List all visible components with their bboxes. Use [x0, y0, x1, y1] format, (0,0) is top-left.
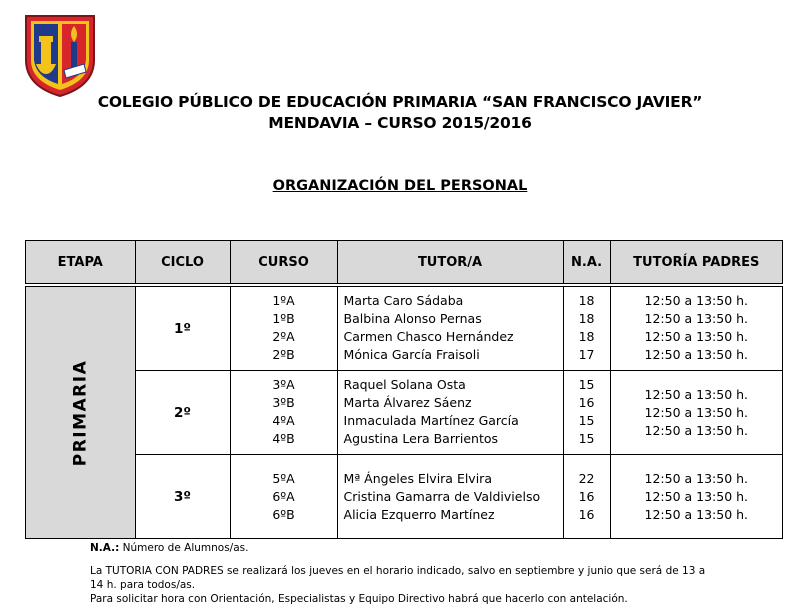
tutor-name: Cristina Gamarra de Valdivielso: [343, 488, 541, 504]
na-value: 16: [578, 488, 595, 504]
header-curso: CURSO: [230, 241, 337, 284]
school-crest-logo: [22, 12, 98, 98]
na-cell: [563, 371, 610, 455]
tutor-cell: [337, 455, 563, 539]
na-legend-text: Número de Alumnos/as.: [119, 542, 249, 554]
na-value: 15: [578, 377, 595, 392]
header-tutor: TUTOR/A: [337, 241, 563, 284]
na-legend: [90, 541, 705, 555]
curso-value: 1ºA: [272, 293, 295, 308]
curso-cell: [230, 287, 337, 371]
tutoria-value: 12:50 a 13:50 h.: [644, 506, 749, 522]
tutoria-value: 12:50 a 13:50 h.: [644, 347, 749, 362]
tutoria-cell: [610, 371, 782, 455]
na-value: 18: [578, 311, 595, 326]
curso-value: 2ºA: [272, 329, 295, 344]
na-value: 18: [578, 293, 595, 308]
tutoria-value: 12:50 a 13:50 h.: [644, 470, 749, 486]
curso-value: 6ºB: [272, 506, 295, 522]
tutor-name: Carmen Chasco Hernández: [343, 329, 514, 344]
tutoria-value: 12:50 a 13:50 h.: [644, 329, 749, 344]
tutor-name: Mónica García Fraisoli: [343, 347, 480, 362]
tutoria-value: 12:50 a 13:50 h.: [644, 404, 749, 420]
tutor-name: Marta Caro Sádaba: [343, 293, 464, 308]
na-value: 15: [578, 431, 595, 446]
tutoria-value: 12:50 a 13:50 h.: [644, 311, 749, 326]
tutoria-value: 12:50 a 13:50 h.: [644, 386, 749, 402]
course-year-heading: MENDAVIA – CURSO 2015/2016: [268, 114, 532, 132]
ciclo-cell: 1º: [135, 287, 230, 371]
tutoria-cell: [610, 287, 782, 371]
header-na: N.A.: [563, 241, 610, 284]
etapa-cell: [26, 287, 136, 539]
tutoria-cell: [610, 455, 782, 539]
header-ciclo: CICLO: [135, 241, 230, 284]
na-value: 18: [578, 329, 595, 344]
na-cell: [563, 455, 610, 539]
tutor-name: Marta Álvarez Sáenz: [343, 395, 472, 410]
na-value: 16: [578, 506, 595, 522]
note-line: La TUTORIA CON PADRES se realizará los jueves en el horario indicado, salvo en septiembre y junio que será de 13 a: [90, 565, 706, 577]
note-line: 14 h. para todos/as.: [90, 579, 196, 591]
na-value: 15: [578, 413, 595, 428]
curso-cell: [230, 371, 337, 455]
table-header-row: [26, 241, 783, 284]
etapa-label: PRIMARIA: [70, 359, 91, 466]
table-row: [26, 455, 783, 539]
header-etapa: ETAPA: [26, 241, 136, 284]
curso-cell: [230, 455, 337, 539]
section-title: ORGANIZACIÓN DEL PERSONAL: [272, 178, 528, 194]
header-tutoria: TUTORÍA PADRES: [610, 241, 782, 284]
tutoria-value: 12:50 a 13:50 h.: [644, 293, 749, 308]
ciclo-cell: 3º: [135, 455, 230, 539]
table-row: [26, 287, 783, 371]
ciclo-cell: 2º: [135, 371, 230, 455]
curso-value: 6ºA: [272, 488, 295, 504]
na-value: 22: [578, 470, 595, 486]
tutor-name: Inmaculada Martínez García: [343, 413, 519, 428]
school-name-heading: COLEGIO PÚBLICO DE EDUCACIÓN PRIMARIA “SAN FRANCISCO JAVIER”: [97, 93, 703, 111]
tutoria-value: 12:50 a 13:50 h.: [644, 422, 749, 438]
curso-value: 3ºA: [272, 377, 295, 392]
tutor-name: Alicia Ezquerro Martínez: [343, 506, 495, 522]
tutor-name: Agustina Lera Barrientos: [343, 431, 499, 446]
curso-value: 1ºB: [272, 311, 295, 326]
tutor-name: Mª Ángeles Elvira Elvira: [343, 470, 492, 486]
na-cell: [563, 287, 610, 371]
table-row: [26, 371, 783, 455]
footnotes: [90, 541, 705, 606]
staff-table: [25, 240, 783, 539]
tutor-cell: [337, 371, 563, 455]
na-legend-label: N.A.:: [90, 542, 120, 554]
na-value: 17: [578, 347, 595, 362]
curso-value: 2ºB: [272, 347, 295, 362]
tutor-name: Raquel Solana Osta: [343, 377, 466, 392]
note-line: Para solicitar hora con Orientación, Especialistas y Equipo Directivo habrá que hacerlo con antelación.: [90, 593, 628, 605]
curso-value: 5ºA: [272, 470, 295, 486]
tutor-name: Balbina Alonso Pernas: [343, 311, 482, 326]
curso-value: 3ºB: [272, 395, 295, 410]
na-value: 16: [578, 395, 595, 410]
curso-value: 4ºA: [272, 413, 295, 428]
tutor-cell: [337, 287, 563, 371]
curso-value: 4ºB: [272, 431, 295, 446]
tutoria-value: 12:50 a 13:50 h.: [644, 488, 749, 504]
